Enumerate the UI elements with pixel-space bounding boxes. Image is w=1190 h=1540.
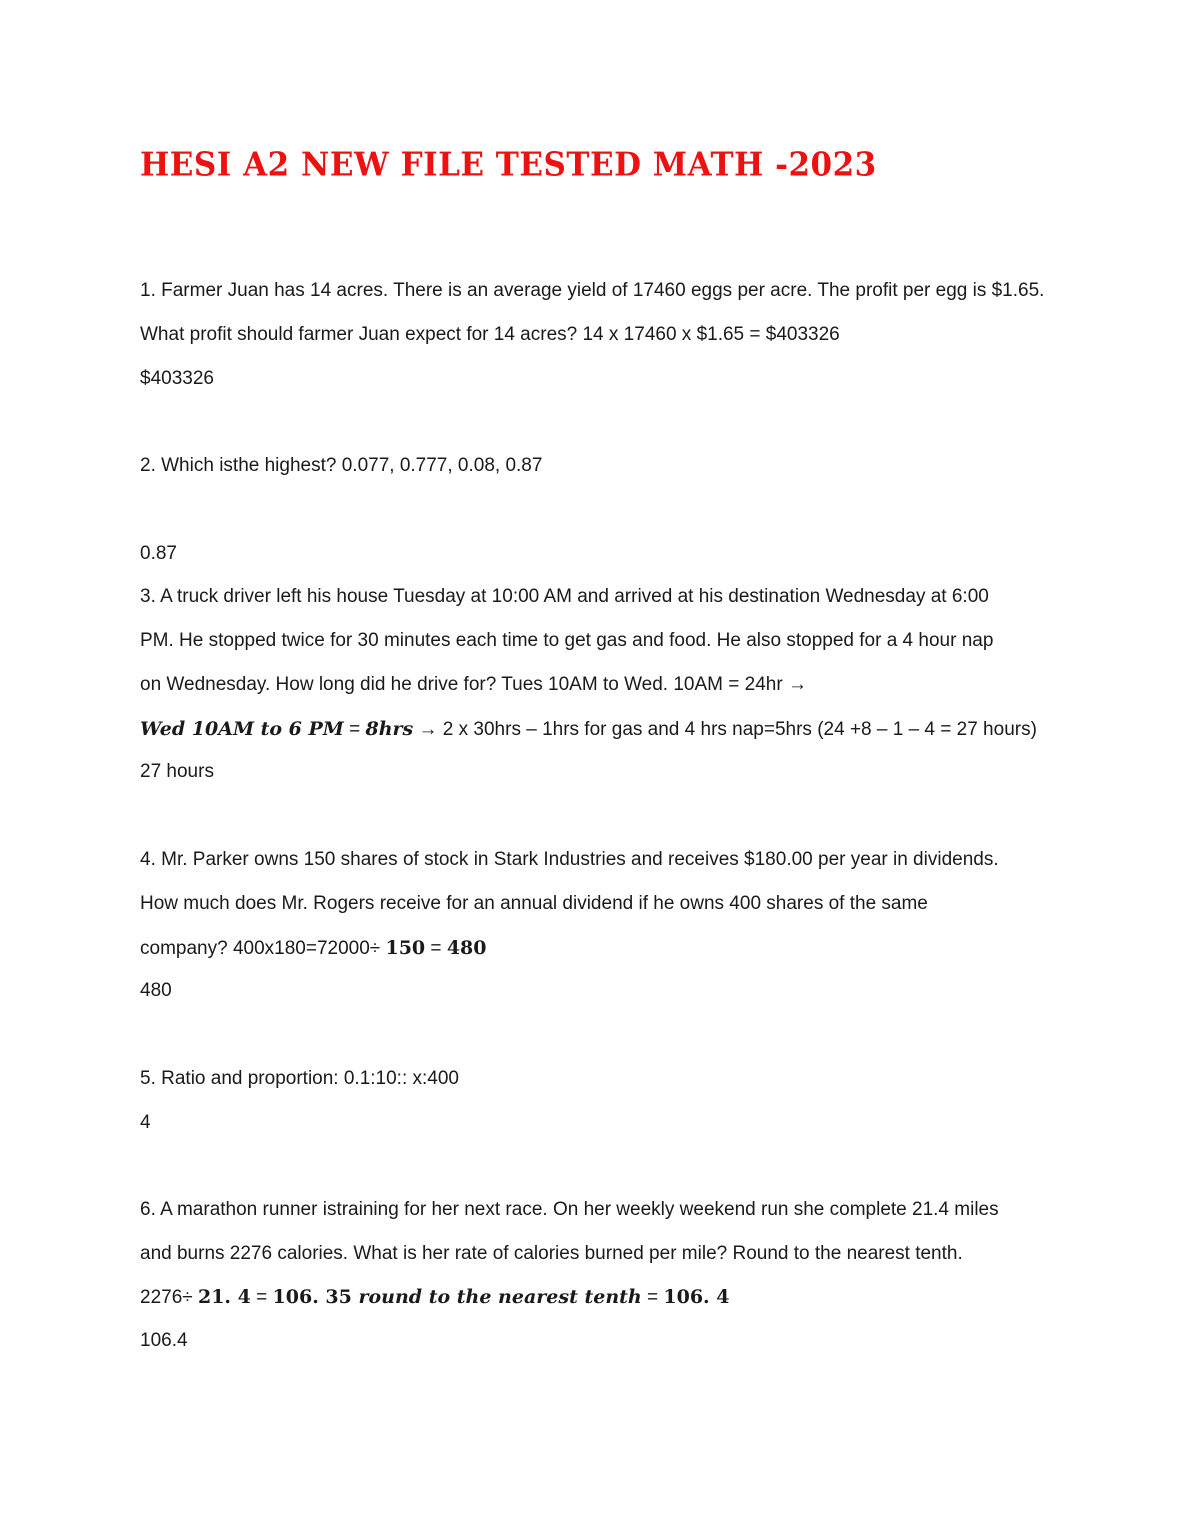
q6-math-expression-3: round to the nearest tenth (351, 1286, 642, 1308)
q4-line-3-text: company? 400x180=72000÷ (140, 938, 386, 959)
q4-line-1: 4. Mr. Parker owns 150 shares of stock in Stark Industries and receives $180.00 per year in dividends. (140, 849, 999, 870)
q6-line-2: and burns 2276 calories. What is her rate of calories burned per mile? Round to the nearest tenth. (140, 1243, 963, 1264)
q4-line-2: How much does Mr. Rogers receive for an annual dividend if he owns 400 shares of the same (140, 893, 928, 914)
q2-answer: 0.87 (140, 543, 177, 564)
q3-line-4 (140, 717, 1037, 742)
q3-line-1: 3. A truck driver left his house Tuesday at 10:00 AM and arrived at his destination Wednesday at 6:00 (140, 586, 989, 607)
q4-math-expression-2: 480 (446, 937, 487, 959)
q3-answer: 27 hours (140, 761, 214, 782)
q4-equals: = (425, 938, 447, 959)
document-title: HESI A2 NEW FILE TESTED MATH -2023 (140, 146, 877, 184)
q6-math-expression-2: 106. 35 (272, 1286, 352, 1308)
q5-answer: 4 (140, 1112, 151, 1133)
q6-math-expression-1: 21. 4 (197, 1286, 251, 1308)
q1-line-2: What profit should farmer Juan expect for 14 acres? 14 x 17460 x $1.65 = $403326 (140, 324, 840, 345)
q3-line-2: PM. He stopped twice for 30 minutes each time to get gas and food. He also stopped for a 4 hour nap (140, 630, 994, 651)
q3-math-expression-1: Wed 10AM to 6 PM (140, 718, 344, 740)
q6-equals-1: = (250, 1287, 273, 1308)
q4-answer: 480 (140, 980, 172, 1001)
q1-line-1: 1. Farmer Juan has 14 acres. There is an average yield of 17460 eggs per acre. The profit per egg is $1.65. (140, 280, 1045, 301)
q5-line-1: 5. Ratio and proportion: 0.1:10:: x:400 (140, 1068, 459, 1089)
q6-line-3-text: 2276÷ (140, 1287, 198, 1308)
q1-answer: $403326 (140, 368, 214, 389)
q6-answer: 106.4 (140, 1330, 188, 1351)
q2-line-1: 2. Which isthe highest? 0.077, 0.777, 0.08, 0.87 (140, 455, 543, 476)
q6-line-1: 6. A marathon runner istraining for her next race. On her weekly weekend run she complete 21.4 miles (140, 1199, 999, 1220)
q3-line-3: on Wednesday. How long did he drive for? Tues 10AM to Wed. 10AM = 24hr → (140, 674, 807, 695)
q3-line-4-rest: → 2 x 30hrs – 1hrs for gas and 4 hrs nap=5hrs (24 +8 – 1 – 4 = 27 hours) (413, 719, 1037, 740)
q6-line-3 (140, 1285, 730, 1310)
q6-equals-2: = (641, 1287, 664, 1308)
q3-equals: = (343, 719, 366, 740)
q4-math-expression-1: 150 (385, 937, 426, 959)
q6-math-expression-4: 106. 4 (663, 1286, 730, 1308)
q4-line-3 (140, 936, 486, 961)
q3-math-expression-2: 8hrs (365, 718, 414, 740)
